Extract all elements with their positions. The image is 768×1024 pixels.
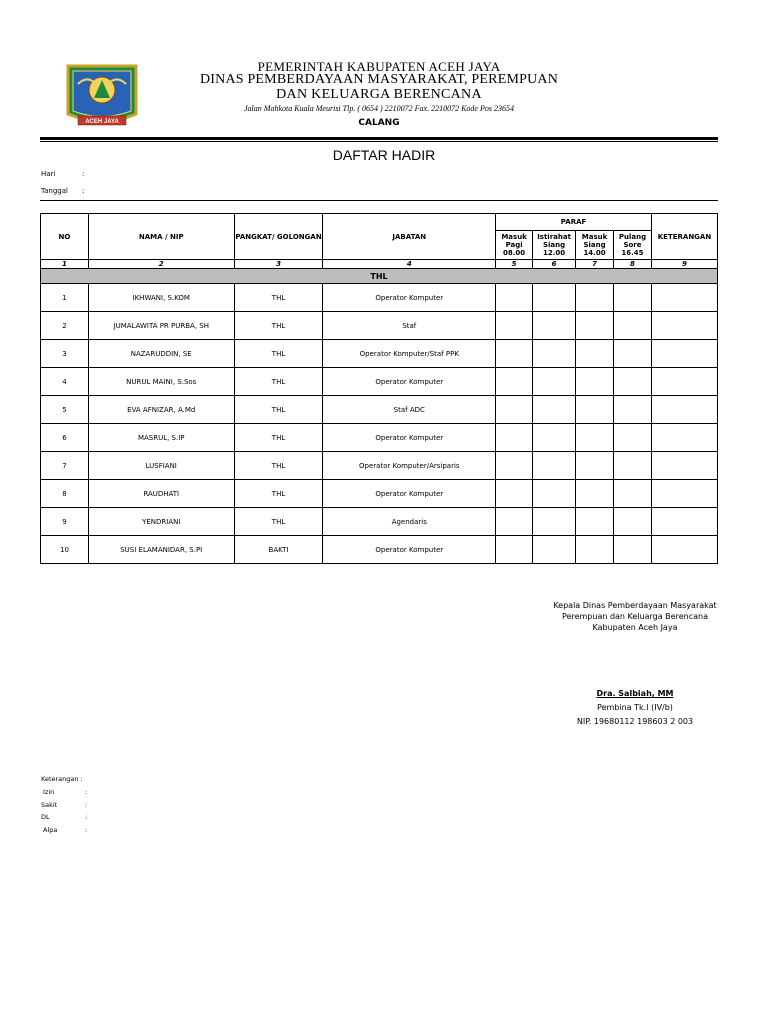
group-label: THL (41, 269, 718, 284)
header-pangkat: PANGKAT/ GOLONGAN (234, 214, 323, 260)
col-number: 9 (651, 260, 717, 269)
row-jabatan: Operator Komputer (323, 480, 496, 508)
paraf-cell[interactable] (614, 452, 652, 480)
row-pangkat: THL (234, 368, 323, 396)
legend-item-alpa: Alpa (43, 826, 58, 834)
row-no: 5 (41, 396, 89, 424)
row-pangkat: THL (234, 508, 323, 536)
paraf-cell[interactable] (533, 424, 576, 452)
header-keterangan: KETERANGAN (651, 214, 717, 260)
table-row (41, 508, 718, 536)
legend-colon: : (85, 813, 88, 821)
keterangan-cell[interactable] (651, 312, 717, 340)
header-line-3: DAN KELUARGA BERENCANA (276, 87, 482, 102)
row-jabatan: Operator Komputer (323, 536, 496, 564)
row-pangkat: THL (234, 452, 323, 480)
group-row (41, 269, 718, 284)
row-jabatan: Operator Komputer (323, 424, 496, 452)
row-nama: SUSI ELAMANIDAR, S.PI (88, 536, 234, 564)
paraf-cell[interactable] (533, 396, 576, 424)
row-no: 4 (41, 368, 89, 396)
paraf-cell[interactable] (614, 312, 652, 340)
row-jabatan: Agendaris (323, 508, 496, 536)
signature-title-3: Kabupaten Aceh Jaya (592, 623, 678, 632)
tanggal-colon: : (82, 187, 85, 195)
row-nama: EVA AFNIZAR, A.Md (88, 396, 234, 424)
legend-item-izin: Izin (43, 788, 55, 796)
paraf-cell[interactable] (576, 424, 614, 452)
header-rule-thin (40, 141, 718, 142)
row-jabatan: Operator Komputer (323, 368, 496, 396)
aceh-jaya-logo (64, 62, 140, 130)
header-rule-thick (40, 137, 718, 140)
row-nama: JUMALAWITA PR PURBA, SH (88, 312, 234, 340)
row-no: 7 (41, 452, 89, 480)
paraf-cell[interactable] (496, 508, 533, 536)
header-masuk-siang: Masuk Siang 14.00 (576, 231, 614, 260)
row-nama: LUSFIANI (88, 452, 234, 480)
paraf-cell[interactable] (496, 396, 533, 424)
paraf-cell[interactable] (496, 368, 533, 396)
signature-nip: NIP. 19680112 198603 2 003 (576, 717, 694, 726)
paraf-cell[interactable] (533, 508, 576, 536)
header-line-2: DINAS PEMBERDAYAAN MASYARAKAT, PEREMPUAN (199, 72, 559, 87)
keterangan-cell[interactable] (651, 452, 717, 480)
row-nama: MASRUL, S.IP (88, 424, 234, 452)
hari-colon: : (82, 170, 85, 178)
paraf-cell[interactable] (576, 508, 614, 536)
table-row (41, 424, 718, 452)
col-number: 2 (88, 260, 234, 269)
header-jabatan: JABATAN (323, 214, 496, 260)
row-no: 9 (41, 508, 89, 536)
row-jabatan: Staf ADC (323, 396, 496, 424)
row-pangkat: THL (234, 480, 323, 508)
table-row (41, 536, 718, 564)
header-paraf: PARAF (496, 214, 652, 231)
hari-label: Hari (41, 170, 56, 178)
row-pangkat: THL (234, 424, 323, 452)
col-number: 6 (533, 260, 576, 269)
keterangan-cell[interactable] (651, 340, 717, 368)
paraf-cell[interactable] (576, 536, 614, 564)
svg-text:ACEH JAYA: ACEH JAYA (85, 119, 119, 125)
row-jabatan: Staf (323, 312, 496, 340)
tanggal-label: Tanggal (41, 187, 68, 195)
paraf-cell[interactable] (614, 536, 652, 564)
keterangan-cell[interactable] (651, 368, 717, 396)
keterangan-cell[interactable] (651, 536, 717, 564)
header-nama: NAMA / NIP (88, 214, 234, 260)
header-no: NO (41, 214, 89, 260)
legend-item-dl: DL (41, 813, 50, 821)
row-nama: NURUL MAINI, S.Sos (88, 368, 234, 396)
paraf-cell[interactable] (496, 284, 533, 312)
row-no: 6 (41, 424, 89, 452)
keterangan-cell[interactable] (651, 396, 717, 424)
col-number: 4 (323, 260, 496, 269)
table-row (41, 480, 718, 508)
keterangan-cell[interactable] (651, 480, 717, 508)
row-nama: YENDRIANI (88, 508, 234, 536)
table-row (41, 284, 718, 312)
paraf-cell[interactable] (533, 340, 576, 368)
paraf-cell[interactable] (533, 368, 576, 396)
page-title: DAFTAR HADIR (332, 147, 436, 163)
keterangan-cell[interactable] (651, 284, 717, 312)
legend-colon: : (85, 788, 88, 796)
paraf-cell[interactable] (614, 368, 652, 396)
legend-item-sakit: Sakit (41, 801, 58, 809)
keterangan-cell[interactable] (651, 424, 717, 452)
paraf-cell[interactable] (576, 396, 614, 424)
col-number: 8 (614, 260, 652, 269)
paraf-cell[interactable] (576, 368, 614, 396)
table-row (41, 396, 718, 424)
table-row (41, 452, 718, 480)
paraf-cell[interactable] (576, 312, 614, 340)
paraf-cell[interactable] (576, 340, 614, 368)
row-pangkat: BAKTI (234, 536, 323, 564)
header-line-1: PEMERINTAH KABUPATEN ACEH JAYA (257, 59, 501, 74)
paraf-cell[interactable] (576, 480, 614, 508)
legend-colon: : (85, 826, 88, 834)
row-nama: RAUDHATI (88, 480, 234, 508)
signature-rank: Pembina Tk.I (IV/b) (597, 703, 673, 712)
header-masuk-pagi: Masuk Pagi 08.00 (496, 231, 533, 260)
paraf-cell[interactable] (614, 284, 652, 312)
paraf-cell[interactable] (496, 340, 533, 368)
row-pangkat: THL (234, 312, 323, 340)
col-number: 7 (576, 260, 614, 269)
row-pangkat: THL (234, 396, 323, 424)
paraf-cell[interactable] (496, 312, 533, 340)
paraf-cell[interactable] (533, 312, 576, 340)
legend-colon: : (85, 801, 88, 809)
header-istirahat-siang: Istirahat Siang 12.00 (533, 231, 576, 260)
signature-title-1: Kepala Dinas Pemberdayaan Masyarakat (553, 601, 717, 610)
row-no: 10 (41, 536, 89, 564)
paraf-cell[interactable] (533, 284, 576, 312)
paraf-cell[interactable] (576, 284, 614, 312)
row-no: 1 (41, 284, 89, 312)
signature-title-2: Perempuan dan Keluarga Berencana (562, 612, 708, 621)
col-number: 5 (496, 260, 533, 269)
row-jabatan: Operator Komputer/Arsiparis (323, 452, 496, 480)
row-no: 8 (41, 480, 89, 508)
meta-rule (40, 200, 718, 201)
paraf-cell[interactable] (533, 536, 576, 564)
paraf-cell[interactable] (614, 424, 652, 452)
row-no: 2 (41, 312, 89, 340)
row-pangkat: THL (234, 340, 323, 368)
signature-name: Dra. Salbiah, MM (596, 689, 674, 698)
header-address: Jalan Mahkota Kuala Meurisi Tlp. ( 0654 ) 2210072 Fax. 2210072 Kode Pos 23654 (244, 104, 514, 113)
table-row (41, 312, 718, 340)
paraf-cell[interactable] (496, 452, 533, 480)
table-row (41, 340, 718, 368)
attendance-table (40, 213, 718, 564)
column-number-row (41, 260, 718, 269)
paraf-cell[interactable] (496, 480, 533, 508)
paraf-cell[interactable] (576, 452, 614, 480)
header-city: CALANG (358, 118, 400, 128)
header-pulang-sore: Pulang Sore 16.45 (614, 231, 652, 260)
row-pangkat: THL (234, 284, 323, 312)
row-nama: NAZARUDDIN, SE (88, 340, 234, 368)
table-row (41, 368, 718, 396)
legend-title: Keterangan : (41, 775, 83, 783)
paraf-cell[interactable] (533, 480, 576, 508)
paraf-cell[interactable] (496, 536, 533, 564)
col-number: 1 (41, 260, 89, 269)
paraf-cell[interactable] (496, 424, 533, 452)
keterangan-cell[interactable] (651, 508, 717, 536)
row-no: 3 (41, 340, 89, 368)
paraf-cell[interactable] (614, 340, 652, 368)
row-jabatan: Operator Komputer/Staf PPK (323, 340, 496, 368)
paraf-cell[interactable] (614, 508, 652, 536)
paraf-cell[interactable] (614, 480, 652, 508)
row-jabatan: Operator Komputer (323, 284, 496, 312)
row-nama: IKHWANI, S.KOM (88, 284, 234, 312)
paraf-cell[interactable] (614, 396, 652, 424)
paraf-cell[interactable] (533, 452, 576, 480)
col-number: 3 (234, 260, 323, 269)
